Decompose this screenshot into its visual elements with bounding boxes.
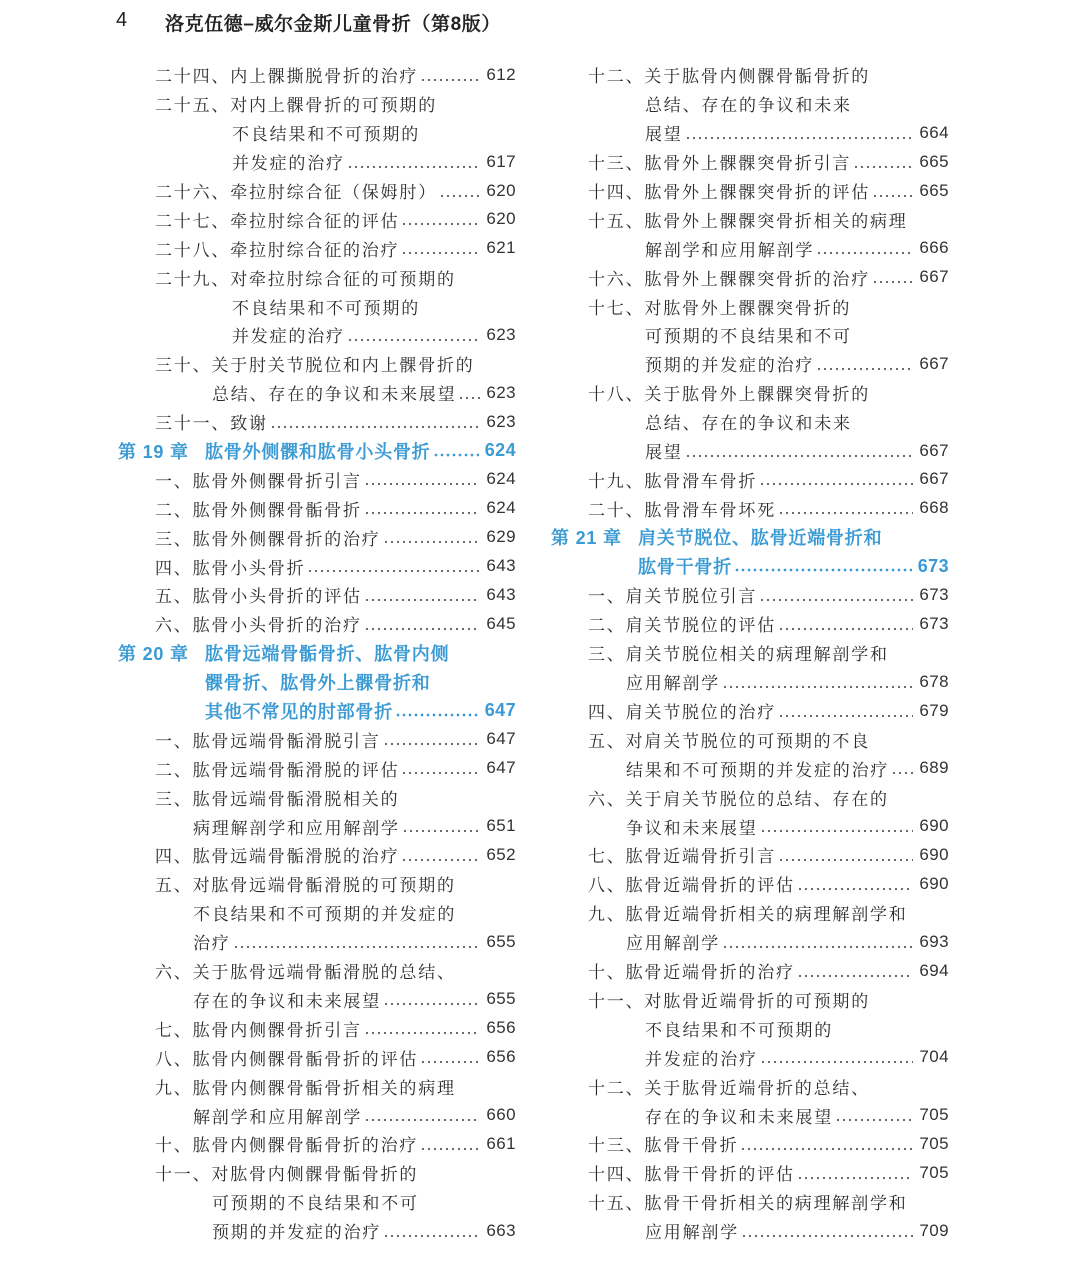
entry-title: 二十六、牵拉肘综合征（保姆肘）	[155, 183, 437, 203]
page-number: 612	[486, 64, 516, 84]
entry-title: 二、肩关节脱位的评估	[588, 616, 776, 637]
chapter-heading-continuation	[118, 696, 516, 725]
page-number: 655	[486, 931, 516, 951]
dot-leader	[401, 222, 480, 226]
dot-leader	[347, 165, 481, 169]
page-number: 673	[919, 613, 949, 633]
entry-title: 总结、存在的争议和未来	[645, 414, 852, 435]
toc-entry-continuation	[551, 754, 949, 783]
toc-entry	[118, 725, 516, 754]
dot-leader	[835, 1118, 913, 1122]
toc-entry	[551, 176, 949, 205]
dot-leader	[458, 396, 480, 400]
page-number: 660	[486, 1105, 516, 1124]
dot-leader	[401, 771, 480, 775]
entry-title: 十二、关于肱骨近端骨折的总结、	[588, 1078, 870, 1099]
entry-title: 九、肱骨内侧髁骨骺骨折相关的病理	[155, 1078, 456, 1099]
page-number: 668	[919, 498, 949, 518]
chapter-number: 第 20 章	[118, 643, 189, 664]
entry-title: 八、肱骨内侧髁骨骺骨折的评估	[155, 1049, 419, 1070]
toc-entry	[118, 407, 516, 436]
entry-title: 六、肱骨小头骨折的治疗	[155, 616, 362, 637]
toc-entry	[551, 1072, 949, 1101]
entry-title: 争议和未来展望	[626, 818, 758, 839]
dot-leader	[891, 771, 913, 775]
entry-title: 二十五、对内上髁骨折的可预期的	[155, 96, 437, 117]
page-number: 624	[486, 469, 516, 489]
toc-entry	[551, 638, 949, 667]
page-number: 624	[484, 440, 516, 461]
toc-entry	[118, 176, 516, 205]
dot-leader	[420, 78, 480, 82]
entry-title: 十一、对肱骨内侧髁骨骺骨折的	[155, 1165, 419, 1186]
toc-entry	[118, 1014, 516, 1043]
dot-leader	[401, 858, 480, 862]
dot-leader	[395, 713, 479, 717]
page-number: 664	[919, 122, 949, 142]
entry-title: 应用解剖学	[626, 674, 720, 695]
toc-entry-continuation	[118, 118, 516, 147]
toc-entry	[551, 465, 949, 494]
entry-title: 四、肱骨远端骨骺滑脱的治疗	[155, 847, 400, 868]
page-number: 705	[919, 1162, 949, 1182]
dot-leader	[364, 511, 481, 515]
toc-entry	[551, 898, 949, 927]
entry-title: 展望	[645, 443, 683, 464]
entry-title: 十四、肱骨干骨折的评估	[588, 1165, 795, 1186]
book-title-header: 洛克伍德–威尔金斯儿童骨折（第8版）	[165, 14, 501, 35]
entry-title: 三、肩关节脱位相关的病理解剖学和	[588, 645, 889, 666]
toc-entry-continuation	[118, 812, 516, 841]
toc-entry-continuation	[118, 147, 516, 176]
entry-title: 十二、关于肱骨内侧髁骨骺骨折的	[588, 67, 870, 88]
page-number: 665	[919, 180, 949, 200]
toc-entry	[118, 61, 516, 90]
toc-entry	[551, 609, 949, 638]
dot-leader	[233, 945, 481, 949]
page-number: 673	[919, 584, 949, 604]
page-number: 709	[919, 1220, 949, 1240]
page-number: 645	[486, 613, 516, 633]
entry-title: 六、关于肱骨远端骨骺滑脱的总结、	[155, 963, 456, 984]
dot-leader	[364, 598, 481, 602]
toc-entry	[118, 1129, 516, 1158]
dot-leader	[383, 540, 481, 544]
page-number: 693	[919, 931, 949, 951]
toc-entry	[551, 841, 949, 870]
toc-entry	[118, 263, 516, 292]
page-number: 647	[484, 700, 516, 721]
page-number: 705	[919, 1105, 949, 1124]
toc-entry-continuation	[118, 898, 516, 927]
toc-entry-continuation	[118, 1216, 516, 1245]
chapter-heading	[551, 523, 949, 552]
page-number: 620	[486, 180, 516, 200]
dot-leader	[797, 1176, 914, 1180]
page-number: 623	[486, 382, 516, 402]
toc-entry-continuation	[551, 667, 949, 696]
page-number: 652	[486, 844, 516, 864]
toc-entry	[551, 263, 949, 292]
toc-entry	[551, 783, 949, 812]
page-number: 689	[919, 758, 949, 778]
toc-entry	[551, 378, 949, 407]
page-number: 621	[486, 238, 516, 258]
page-number: 623	[486, 324, 516, 344]
chapter-title: 肱骨远端骨骺骨折、肱骨内侧	[205, 643, 450, 664]
entry-title: 二十四、内上髁撕脱骨折的治疗	[155, 67, 419, 88]
page-number: 656	[486, 1047, 516, 1067]
dot-leader	[383, 1234, 480, 1238]
dot-leader	[364, 627, 481, 631]
toc-entry	[551, 696, 949, 725]
entry-title: 十六、肱骨外上髁髁突骨折的治疗	[588, 269, 870, 290]
page-number: 667	[919, 469, 949, 489]
page-number: 617	[486, 151, 516, 171]
toc-entry	[551, 869, 949, 898]
page-number: 704	[919, 1047, 949, 1067]
dot-leader	[741, 1234, 913, 1238]
toc-entry	[118, 1072, 516, 1101]
dot-leader	[439, 194, 480, 198]
toc-entry	[118, 783, 516, 812]
entry-title: 预期的并发症的治疗	[645, 356, 815, 377]
page-number: 623	[486, 411, 516, 431]
dot-leader	[816, 251, 913, 255]
dot-leader	[760, 829, 914, 833]
entry-title: 并发症的治疗	[232, 154, 345, 175]
dot-leader	[734, 568, 912, 572]
entry-title: 十九、肱骨滑车骨折	[588, 471, 758, 492]
toc-entry	[118, 523, 516, 552]
entry-title: 总结、存在的争议和未来	[645, 96, 852, 117]
entry-title: 七、肱骨近端骨折引言	[588, 847, 776, 868]
toc-entry	[551, 292, 949, 321]
dot-leader	[364, 482, 481, 486]
dot-leader	[364, 1118, 480, 1122]
dot-leader	[685, 136, 914, 140]
page-number: 651	[486, 816, 516, 836]
entry-title: 十三、肱骨干骨折	[588, 1136, 739, 1157]
toc-entry	[118, 1158, 516, 1187]
toc-entry	[118, 956, 516, 985]
entry-title: 三十、关于肘关节脱位和内上髁骨折的	[155, 356, 475, 377]
dot-leader	[420, 1060, 480, 1064]
page-number: 667	[919, 353, 949, 373]
page-number: 667	[919, 440, 949, 460]
entry-title: 治疗	[193, 934, 231, 955]
dot-leader	[270, 425, 481, 429]
toc-entry	[118, 552, 516, 581]
entry-title: 十七、对肱骨外上髁髁突骨折的	[588, 298, 852, 319]
entry-title: 二十七、牵拉肘综合征的评估	[155, 211, 400, 232]
entry-title: 十三、肱骨外上髁髁突骨折引言	[588, 154, 852, 175]
toc-entry	[118, 465, 516, 494]
entry-title: 六、关于肩关节脱位的总结、存在的	[588, 789, 889, 810]
entry-title: 应用解剖学	[645, 1223, 739, 1244]
chapter-heading	[118, 436, 516, 465]
toc-entry	[118, 869, 516, 898]
page-number: 679	[919, 700, 949, 720]
entry-title: 十五、肱骨干骨折相关的病理解剖学和	[588, 1194, 908, 1215]
dot-leader	[401, 251, 480, 255]
page-number: 666	[919, 238, 949, 258]
entry-title: 五、对肱骨远端骨骺滑脱的可预期的	[155, 876, 456, 897]
entry-title: 二、肱骨远端骨骺滑脱的评估	[155, 760, 400, 781]
page-number: 678	[919, 671, 949, 691]
page-number: 663	[486, 1220, 516, 1240]
toc-entry	[551, 1158, 949, 1187]
toc-entry	[118, 581, 516, 610]
entry-title: 二、肱骨外侧髁骨骺骨折	[155, 500, 362, 521]
chapter-heading	[118, 638, 516, 667]
toc-entry	[118, 841, 516, 870]
toc-entry-continuation	[551, 89, 949, 118]
entry-title: 不良结果和不可预期的	[645, 1020, 833, 1041]
chapter-title: 肱骨外侧髁和肱骨小头骨折	[205, 441, 431, 462]
entry-title: 八、肱骨近端骨折的评估	[588, 876, 795, 897]
toc-right-column	[551, 61, 949, 1246]
toc-entry-continuation	[118, 321, 516, 350]
dot-leader	[402, 829, 481, 833]
entry-title: 存在的争议和未来展望	[193, 991, 381, 1012]
entry-title: 四、肱骨小头骨折	[155, 558, 306, 579]
toc-entry-continuation	[551, 927, 949, 956]
entry-title: 九、肱骨近端骨折相关的病理解剖学和	[588, 905, 908, 926]
page-number: 624	[486, 498, 516, 518]
toc-entry-continuation	[551, 1014, 949, 1043]
dot-leader	[722, 685, 913, 689]
toc-entry	[551, 956, 949, 985]
entry-title: 可预期的不良结果和不可	[645, 327, 852, 348]
page-number: 673	[917, 555, 949, 576]
entry-title: 解剖学和应用解剖学	[645, 240, 815, 261]
page-number: 661	[486, 1133, 516, 1153]
toc-entry	[118, 205, 516, 234]
toc-entry	[118, 609, 516, 638]
toc-left-column	[118, 61, 516, 1246]
toc-entry	[551, 985, 949, 1014]
entry-title: 不良结果和不可预期的并发症的	[193, 905, 457, 926]
toc-entry-continuation	[551, 349, 949, 378]
page-number: 647	[486, 758, 516, 778]
entry-title: 二十九、对牵拉肘综合征的可预期的	[155, 269, 456, 290]
toc-entry-continuation	[118, 1101, 516, 1130]
toc-entry-continuation	[551, 407, 949, 436]
toc-entry	[551, 725, 949, 754]
chapter-title: 肱骨干骨折	[638, 557, 732, 578]
entry-title: 展望	[645, 125, 683, 146]
entry-title: 四、肩关节脱位的治疗	[588, 703, 776, 724]
toc-entry-continuation	[551, 812, 949, 841]
chapter-number: 第 21 章	[551, 528, 622, 549]
dot-leader	[760, 1060, 914, 1064]
toc-entry-continuation	[118, 292, 516, 321]
toc-entry	[118, 234, 516, 263]
entry-title: 五、肱骨小头骨折的评估	[155, 587, 362, 608]
page-number: 705	[919, 1133, 949, 1153]
dot-leader	[797, 974, 914, 978]
chapter-heading-continuation	[118, 667, 516, 696]
entry-title: 十、肱骨近端骨折的治疗	[588, 963, 795, 984]
page-number: 690	[919, 844, 949, 864]
chapter-title: 其他不常见的肘部骨折	[205, 701, 393, 722]
dot-leader	[740, 1147, 913, 1151]
dot-leader	[759, 598, 913, 602]
toc-entry-continuation	[551, 118, 949, 147]
dot-leader	[685, 454, 914, 458]
toc-entry-continuation	[551, 1043, 949, 1072]
dot-leader	[307, 569, 480, 573]
entry-title: 存在的争议和未来展望	[645, 1107, 833, 1128]
entry-title: 预期的并发症的治疗	[212, 1223, 382, 1244]
page-number: 665	[919, 151, 949, 171]
entry-title: 十八、关于肱骨外上髁髁突骨折的	[588, 385, 870, 406]
entry-title: 五、对肩关节脱位的可预期的不良	[588, 731, 870, 752]
entry-title: 十一、对肱骨近端骨折的可预期的	[588, 991, 870, 1012]
toc-entry	[551, 1129, 949, 1158]
page-number: 690	[919, 816, 949, 836]
entry-title: 十五、肱骨外上髁髁突骨折相关的病理	[588, 211, 908, 232]
dot-leader	[420, 1147, 480, 1151]
toc-entry	[551, 205, 949, 234]
page-number: 655	[486, 989, 516, 1009]
entry-title: 二十八、牵拉肘综合征的治疗	[155, 240, 400, 261]
entry-title: 不良结果和不可预期的	[232, 125, 420, 146]
page-number-header: 4	[116, 9, 128, 31]
page-number: 690	[919, 873, 949, 893]
dot-leader	[433, 453, 479, 457]
toc-entry	[118, 1043, 516, 1072]
toc-entry	[118, 89, 516, 118]
entry-title: 总结、存在的争议和未来展望	[212, 385, 457, 406]
toc-entry-continuation	[551, 321, 949, 350]
toc-entry	[551, 1187, 949, 1216]
toc-entry	[551, 494, 949, 523]
toc-entry-continuation	[551, 1101, 949, 1130]
entry-title: 可预期的不良结果和不可	[212, 1194, 419, 1215]
chapter-title: 髁骨折、肱骨外上髁骨折和	[205, 672, 431, 693]
dot-leader	[778, 714, 913, 718]
page-number: 647	[486, 729, 516, 749]
chapter-title: 肩关节脱位、肱骨近端骨折和	[638, 528, 883, 549]
entry-title: 一、肱骨外侧髁骨折引言	[155, 471, 362, 492]
toc-entry-continuation	[118, 1187, 516, 1216]
entry-title: 并发症的治疗	[645, 1049, 758, 1070]
dot-leader	[778, 858, 913, 862]
entry-title: 十四、肱骨外上髁髁突骨折的评估	[588, 183, 870, 203]
entry-title: 十、肱骨内侧髁骨骺骨折的治疗	[155, 1136, 419, 1157]
entry-title: 一、肱骨远端骨骺滑脱引言	[155, 731, 381, 752]
toc-entry	[551, 581, 949, 610]
entry-title: 三十一、致谢	[155, 414, 268, 435]
chapter-heading-continuation	[551, 552, 949, 581]
entry-title: 病理解剖学和应用解剖学	[193, 818, 400, 839]
dot-leader	[778, 627, 913, 631]
toc-entry	[551, 61, 949, 90]
toc-entry	[118, 494, 516, 523]
toc-entry-continuation	[551, 436, 949, 465]
dot-leader	[816, 367, 913, 371]
dot-leader	[722, 945, 913, 949]
entry-title: 三、肱骨远端骨骺滑脱相关的	[155, 789, 400, 810]
entry-title: 一、肩关节脱位引言	[588, 587, 758, 608]
toc-entry-continuation	[118, 927, 516, 956]
toc-entry-continuation	[118, 985, 516, 1014]
toc-entry	[118, 754, 516, 783]
toc-entry-continuation	[551, 234, 949, 263]
dot-leader	[364, 1031, 481, 1035]
dot-leader	[797, 887, 914, 891]
toc-entry	[551, 147, 949, 176]
toc-entry-continuation	[551, 1216, 949, 1245]
page-number: 643	[486, 584, 516, 604]
page-number: 629	[486, 527, 516, 547]
page-number: 656	[486, 1018, 516, 1038]
dot-leader	[872, 194, 913, 198]
entry-title: 并发症的治疗	[232, 327, 345, 348]
entry-title: 结果和不可预期的并发症的治疗	[626, 760, 890, 781]
entry-title: 不良结果和不可预期的	[232, 298, 420, 319]
page-number: 694	[919, 960, 949, 980]
dot-leader	[872, 280, 913, 284]
dot-leader	[778, 511, 913, 515]
page-number: 667	[919, 267, 949, 287]
entry-title: 二十、肱骨滑车骨坏死	[588, 500, 776, 521]
toc-entry-continuation	[118, 378, 516, 407]
chapter-number: 第 19 章	[118, 441, 189, 462]
page-number: 643	[486, 556, 516, 576]
dot-leader	[383, 742, 481, 746]
entry-title: 应用解剖学	[626, 934, 720, 955]
page-number: 620	[486, 209, 516, 229]
entry-title: 解剖学和应用解剖学	[193, 1107, 363, 1128]
dot-leader	[347, 338, 481, 342]
toc-entry	[118, 349, 516, 378]
entry-title: 七、肱骨内侧髁骨折引言	[155, 1020, 362, 1041]
dot-leader	[759, 482, 913, 486]
dot-leader	[383, 1002, 480, 1006]
entry-title: 三、肱骨外侧髁骨折的治疗	[155, 529, 381, 550]
dot-leader	[853, 165, 913, 169]
